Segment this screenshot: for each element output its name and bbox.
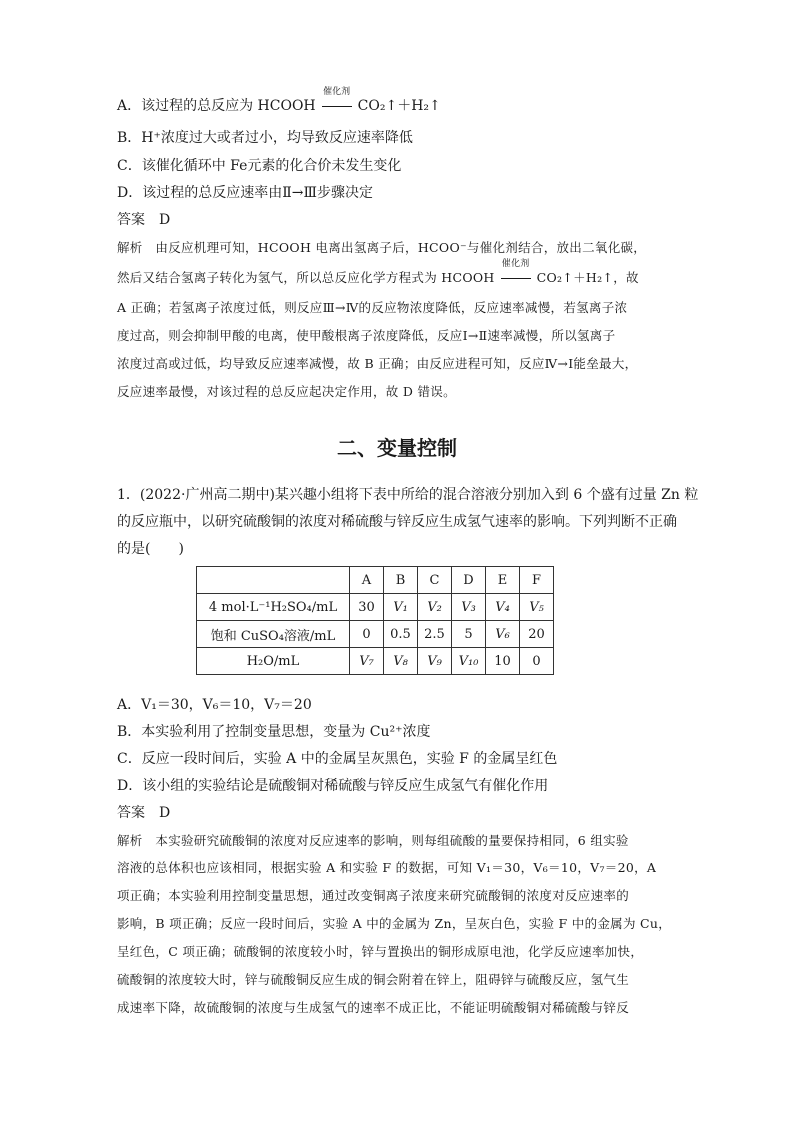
table-header-cell: E [486,567,520,594]
table-cell: 5 [452,621,486,648]
catalyst-arrow [322,87,352,116]
table-cell: V₁₀ [452,648,486,675]
table-row [197,621,554,648]
option-c-prev: C．该催化循环中 Fe元素的化合价未发生变化 [117,158,402,174]
table-cell: V₉ [418,648,452,675]
explanation-prev-line-6: 反应速率最慢，对该过程的总反应起决定作用，故 D 错误。 [117,384,456,399]
q1-explanation-line-1: 解析 本实验研究硫酸铜的浓度对反应速率的影响，则每组硫酸的量要保持相同，6 组实验 [117,833,629,848]
q1-explanation-line-5: 呈红色，C 项正确；硫酸铜的浓度较小时，锌与置换出的铜形成原电池，化学反应速率加快， [117,944,644,959]
table-header-cell [197,567,350,594]
option-d-prev: D．该过程的总反应速率由Ⅱ→Ⅲ步骤决定 [117,185,373,201]
row-label: 饱和 CuSO₄溶液/mL [197,621,350,648]
q1-option-b: B．本实验利用了控制变量思想，变量为 Cu²⁺浓度 [117,724,431,740]
answer-prev: 答案 D [117,212,171,228]
table-header-cell: C [418,567,452,594]
option-a-prefix: A．该过程的总反应为 HCOOH [117,98,316,114]
q1-stem-line-1: 1．(2022·广州高二期中)某兴趣小组将下表中所给的混合溶液分别加入到 6 个盛有过量 Zn 粒 [117,487,699,503]
table-header-cell: A [350,567,384,594]
table-cell: 0 [520,648,554,675]
explanation-prev-line-3: A 正确；若氢离子浓度过低，则反应Ⅲ→Ⅳ的反应物浓度降低，反应速率减慢，若氢离子浓 [117,300,628,315]
table-header-cell: F [520,567,554,594]
table-cell: V₃ [452,594,486,621]
table-header-cell: B [384,567,418,594]
q1-explanation-line-3: 项正确；本实验利用控制变量思想，通过改变铜离子浓度来研究硫酸铜的浓度对反应速率的 [117,888,630,903]
table-header-cell: D [452,567,486,594]
table-cell: 0.5 [384,621,418,648]
catalyst-arrow [501,259,531,288]
q1-explanation-line-4: 影响，B 项正确；反应一段时间后，实验 A 中的金属为 Zn，呈灰白色，实验 F 中的金属为 Cu， [117,916,672,931]
explanation-prev-line-5: 浓度过高或过低，均导致反应速率减慢，故 B 正确；由反应进程可知，反应Ⅳ→Ⅰ能垒最大， [117,356,638,371]
q1-explanation-line-7: 成速率下降，故硫酸铜的浓度与生成氢气的速率不成正比，不能证明硫酸铜对稀硫酸与锌反 [117,1000,630,1015]
q1-option-a: A．V₁＝30，V₆＝10，V₇＝20 [117,697,312,713]
q1-stem-line-3: 的是( ) [117,541,184,557]
q1-answer: 答案 D [117,805,171,821]
section-title: 二、变量控制 [337,436,457,460]
table-cell: V₆ [486,621,520,648]
table-cell: V₄ [486,594,520,621]
q1-explanation-line-2: 溶液的总体积也应该相同，根据实验 A 和实验 F 的数据，可知 V₁＝30，V₆＝10，V₇＝20，A [117,860,657,875]
catalyst-label: 催化剂 [501,259,530,269]
explanation-prev-line-4: 度过高，则会抑制甲酸的电离，使甲酸根离子浓度降低，反应Ⅰ→Ⅱ速率减慢，所以氢离子 [117,328,616,343]
table-cell: V₇ [350,648,384,675]
table-header-row [197,567,554,594]
table-cell: V₁ [384,594,418,621]
option-b-prev: B．H⁺浓度过大或者过小，均导致反应速率降低 [117,130,413,146]
q1-explanation-line-6: 硫酸铜的浓度较大时，锌与硫酸铜反应生成的铜会附着在锌上，阻碍锌与硫酸反应，氢气生 [117,972,630,987]
table-cell: 30 [350,594,384,621]
q1-option-c: C．反应一段时间后，实验 A 中的金属呈灰黑色，实验 F 的金属呈红色 [117,751,558,767]
table-cell: V₈ [384,648,418,675]
experiment-table [196,566,554,675]
row-label: H₂O/mL [197,648,350,675]
explanation-prev-line-2-prefix: 然后又结合氢离子转化为氢气，所以总反应化学方程式为 HCOOH [117,270,495,285]
table-cell: 20 [520,621,554,648]
explanation-prev-line-2 [117,259,639,288]
table-cell: 2.5 [418,621,452,648]
q1-stem-line-2: 的反应瓶中，以研究硫酸铜的浓度对稀硫酸与锌反应生成氢气速率的影响。下列判断不正确 [117,514,677,530]
table-row [197,594,554,621]
row-label: 4 mol·L⁻¹H₂SO₄/mL [197,594,350,621]
option-a-prev [117,87,441,116]
table-cell: 0 [350,621,384,648]
table-cell: V₅ [520,594,554,621]
catalyst-label: 催化剂 [323,87,351,97]
table-cell: 10 [486,648,520,675]
explanation-prev-line-2-suffix: CO₂↑＋H₂↑，故 [536,270,639,285]
q1-option-d: D．该小组的实验结论是硫酸铜对稀硫酸与锌反应生成氢气有催化作用 [117,778,549,794]
option-a-suffix: CO₂↑＋H₂↑ [357,98,441,114]
table-row [197,648,554,675]
explanation-prev-line-1: 解析 由反应机理可知，HCOOH 电离出氢离子后，HCOO⁻与催化剂结合，放出二氧化碳， [117,240,647,255]
table-cell: V₂ [418,594,452,621]
